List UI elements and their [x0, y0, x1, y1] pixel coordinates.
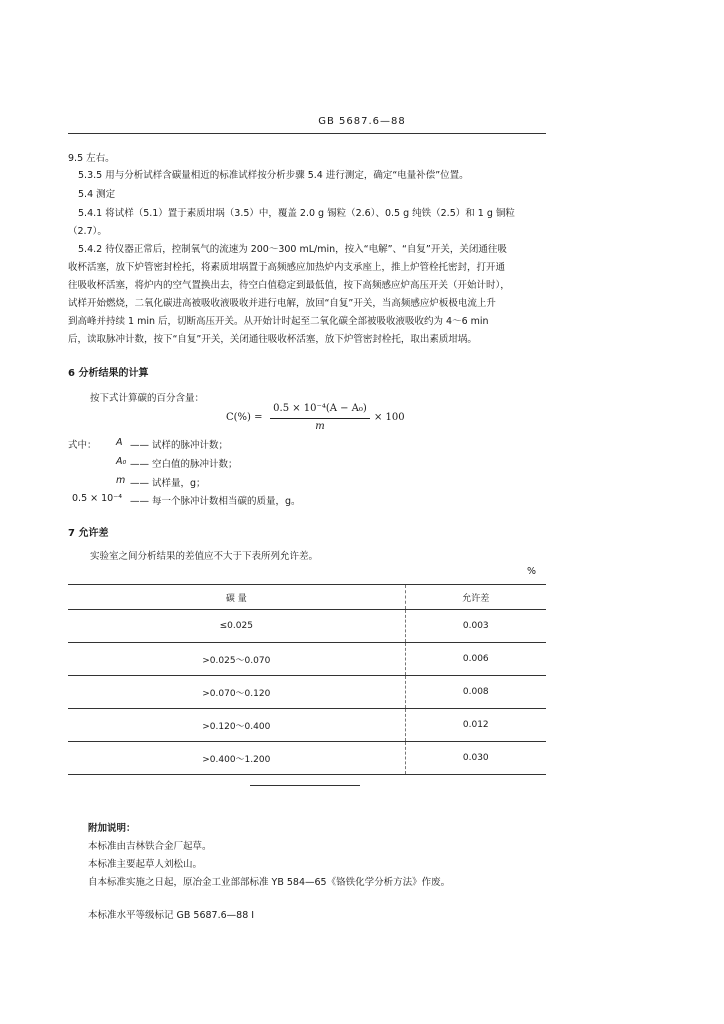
- table-cell: >0.025～0.070: [68, 643, 405, 676]
- page-header: GB 5687.6—88: [318, 116, 406, 127]
- var-description: —— 每一个脉冲计数相当碳的质量，g。: [130, 496, 301, 507]
- table-cell: >0.070～0.120: [68, 676, 405, 709]
- heading-5-4: 5.4 测定: [78, 189, 116, 200]
- formula-left: C(%) =: [226, 412, 263, 423]
- var-symbol: m: [116, 475, 126, 486]
- formula-numerator: 0.5 × 10⁻⁴(A − A₀): [273, 403, 367, 414]
- var-symbol: A₀: [116, 456, 127, 467]
- tolerance-table: [68, 584, 546, 775]
- table-row: [68, 643, 546, 676]
- table-row: [68, 709, 546, 742]
- where-label: 式中：: [68, 440, 97, 451]
- paragraph-5-4-1-line2: （2.7）。: [68, 226, 107, 237]
- table-cell: 0.012: [405, 709, 546, 742]
- formula-right: × 100: [374, 412, 405, 423]
- text-line: 9.5 左右。: [68, 153, 115, 164]
- table-cell: 0.030: [405, 742, 546, 775]
- table-cell: ≤0.025: [68, 610, 405, 643]
- table-header-row: [68, 585, 546, 610]
- table-cell: 0.006: [405, 643, 546, 676]
- table-cell: >0.400～1.200: [68, 742, 405, 775]
- notes-line: 本标准由吉林铁合金厂起草。: [88, 841, 212, 852]
- var-description: —— 空白值的脉冲计数；: [130, 459, 238, 470]
- paragraph-5-4-2-line6: 后，读取脉冲计数，按下“自复”开关，关闭通往吸收杯活塞，放下炉管密封栓托，取出素质坩埚。: [68, 334, 477, 345]
- table-cell: >0.120～0.400: [68, 709, 405, 742]
- table-row: [68, 610, 546, 643]
- fraction-bar: [270, 418, 370, 419]
- column-header: 碳 量: [68, 585, 405, 610]
- paragraph-5-4-2-line5: 到高峰并持续 1 min 后，切断高压开关。从开始计时起至二氧化碳全部被吸收液吸收约为 4～6 min: [68, 316, 489, 327]
- paragraph-5-3-5: 5.3.5 用与分析试样含碳量相近的标准试样按分析步骤 5.4 进行测定，确定“电量补偿”位置。: [78, 170, 469, 181]
- var-description: —— 试样量，g；: [130, 478, 206, 489]
- notes-line: 本标准主要起草人刘松山。: [88, 859, 203, 870]
- paragraph-5-4-1-line1: 5.4.1 将试样（5.1）置于素质坩埚（3.5）中，覆盖 2.0 g 锡粒（2.6）、0.5 g 纯铁（2.5）和 1 g 铜粒: [78, 208, 515, 219]
- section-6-title: 6 分析结果的计算: [68, 368, 149, 379]
- paragraph-5-4-2-line3: 往吸收杯活塞，将炉内的空气置换出去，待空白值稳定到最低值，按下高频感应炉高压开关（开始计时），: [68, 280, 510, 291]
- table-row: [68, 676, 546, 709]
- notes-title: 附加说明：: [88, 823, 136, 834]
- unit-label: %: [527, 566, 537, 577]
- formula-denominator: m: [315, 421, 325, 432]
- section-7-title: 7 允许差: [68, 528, 109, 539]
- var-symbol: A: [116, 437, 123, 448]
- paragraph-5-4-2-line4: 试样开始燃烧，二氧化碳进高被吸收液吸收并进行电解，放回“自复”开关，当高频感应炉板极电流上升: [68, 298, 496, 309]
- var-symbol: 0.5 × 10⁻⁴: [72, 493, 123, 504]
- var-description: —— 试样的脉冲计数；: [130, 440, 229, 451]
- section-7-intro: 实验室之间分析结果的差值应不大于下表所列允许差。: [90, 551, 319, 562]
- table-cell: 0.003: [405, 610, 546, 643]
- column-header: 允许差: [405, 585, 546, 610]
- section-6-intro: 按下式计算碳的百分含量：: [90, 393, 205, 404]
- table-cell: 0.008: [405, 676, 546, 709]
- header-rule: [68, 133, 546, 134]
- paragraph-5-4-2-line2: 收杯活塞，放下炉管密封栓托，将素质坩埚置于高频感应加热炉内支承座上，推上炉管栓托密封，打开通: [68, 262, 506, 273]
- paragraph-5-4-2-line1: 5.4.2 待仪器正常后，控制氧气的流速为 200～300 mL/min，按入“电解”、“自复”开关，关闭通往吸: [78, 244, 507, 255]
- table-row: [68, 742, 546, 775]
- end-rule: [250, 785, 360, 786]
- page-footer: 本标准水平等级标记 GB 5687.6—88 I: [88, 910, 255, 921]
- notes-line: 自本标准实施之日起，原冶金工业部部标准 YB 584—65《铬铁化学分析方法》作废。: [88, 877, 451, 888]
